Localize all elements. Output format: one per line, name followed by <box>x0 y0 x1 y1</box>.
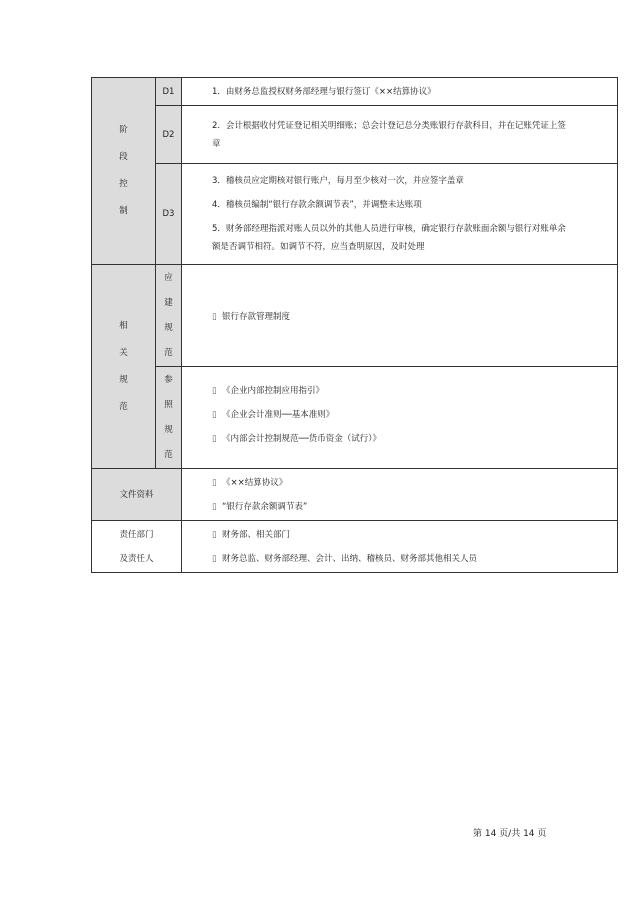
list-item <box>212 471 609 495</box>
list-item <box>212 305 609 329</box>
label-char: 关 <box>119 347 128 358</box>
stage-content-d1 <box>182 78 618 106</box>
bullet-icon: ▯ <box>212 386 217 396</box>
list-item <box>212 403 609 427</box>
page-number: 第 14 页/共 14 页 <box>473 829 547 839</box>
responsibility-row <box>92 521 618 573</box>
list-item-text: 《内部会计控制规范──货币资金（试行）》 <box>222 434 381 444</box>
responsibility-content <box>182 521 618 573</box>
stage-row-d2 <box>92 106 618 164</box>
label-line: 责任部门 <box>119 529 154 540</box>
label-char: 控 <box>119 179 128 189</box>
content-line: 章 <box>212 138 221 149</box>
bullet-icon: ▯ <box>212 434 217 444</box>
label-char: 规 <box>164 424 173 435</box>
reference-label <box>156 367 182 469</box>
label-char: 参 <box>164 374 173 385</box>
stage-content-d3 <box>182 164 618 265</box>
documents-label: 文件资料 <box>92 469 182 521</box>
bullet-icon: ▯ <box>212 501 217 512</box>
list-item-text: 财务部、相关部门 <box>222 529 291 540</box>
bullet-icon: ▯ <box>212 529 217 540</box>
content-line: 额是否调节相符。如调节不符，应当查明原因，及时处理 <box>212 242 425 252</box>
bullet-icon: ▯ <box>212 477 217 488</box>
label-char: 照 <box>164 399 173 410</box>
list-item-text: 《企业内部控制应用指引》 <box>222 386 325 396</box>
label-char: 段 <box>119 152 128 162</box>
list-item-text: 银行存款管理制度 <box>222 312 291 322</box>
related-norms-label <box>92 265 156 469</box>
responsibility-label <box>92 521 182 573</box>
label-char: 应 <box>164 272 173 283</box>
stage-control-label <box>92 78 156 265</box>
norms-row-reference <box>92 367 618 469</box>
label-char: 规 <box>119 374 128 385</box>
control-table <box>91 77 618 573</box>
stage-row-d1 <box>92 78 618 106</box>
label-char: 建 <box>164 297 173 308</box>
content-line: 4．稽核员编制“银行存款余额调节表”，并调整未达账项 <box>212 200 422 210</box>
label-char: 范 <box>164 449 173 460</box>
should-build-content <box>182 265 618 367</box>
norms-row-should-build <box>92 265 618 367</box>
content-line: 3．稽核员应定期核对银行账户，每月至少核对一次，并应签字盖章 <box>212 176 464 186</box>
stage-code-d2: D2 <box>156 106 182 164</box>
bullet-icon: ▯ <box>212 410 217 420</box>
list-item <box>212 427 609 451</box>
content-line: 5．财务部经理指派对账人员以外的其他人员进行审核，确定银行存款账面余额与银行对账单余 <box>212 224 566 234</box>
stage-row-d3 <box>92 164 618 265</box>
list-item <box>212 523 609 547</box>
bullet-icon: ▯ <box>212 553 217 564</box>
label-char: 制 <box>119 206 128 216</box>
label-char: 范 <box>164 347 173 358</box>
list-item-text: 《××结算协议》 <box>222 477 288 488</box>
label-char: 相 <box>119 320 128 331</box>
documents-content <box>182 469 618 521</box>
list-item <box>212 379 609 403</box>
stage-content-d2 <box>182 106 618 164</box>
list-item-text: 《企业会计准则──基本准则》 <box>222 410 335 420</box>
list-item-text: “银行存款余额调节表” <box>222 501 308 512</box>
list-item <box>212 495 609 519</box>
label-char: 规 <box>164 322 173 333</box>
label-char: 范 <box>119 401 128 412</box>
stage-code-d1: D1 <box>156 78 182 106</box>
content-line: 1．由财务总监授权财务部经理与银行签订《××结算协议》 <box>212 86 436 97</box>
bullet-icon: ▯ <box>212 312 217 322</box>
list-item-text: 财务总监、财务部经理、会计、出纳、稽核员、财务部其他相关人员 <box>222 553 478 564</box>
label-char: 阶 <box>119 125 128 135</box>
documents-row <box>92 469 618 521</box>
stage-code-d3: D3 <box>156 164 182 265</box>
should-build-label <box>156 265 182 367</box>
list-item <box>212 547 609 571</box>
reference-content <box>182 367 618 469</box>
label-line: 及责任人 <box>119 553 154 564</box>
content-line: 2．会计根据收付凭证登记相关明细账；总会计登记总分类账银行存款科目，并在记账凭证上签 <box>212 120 566 131</box>
